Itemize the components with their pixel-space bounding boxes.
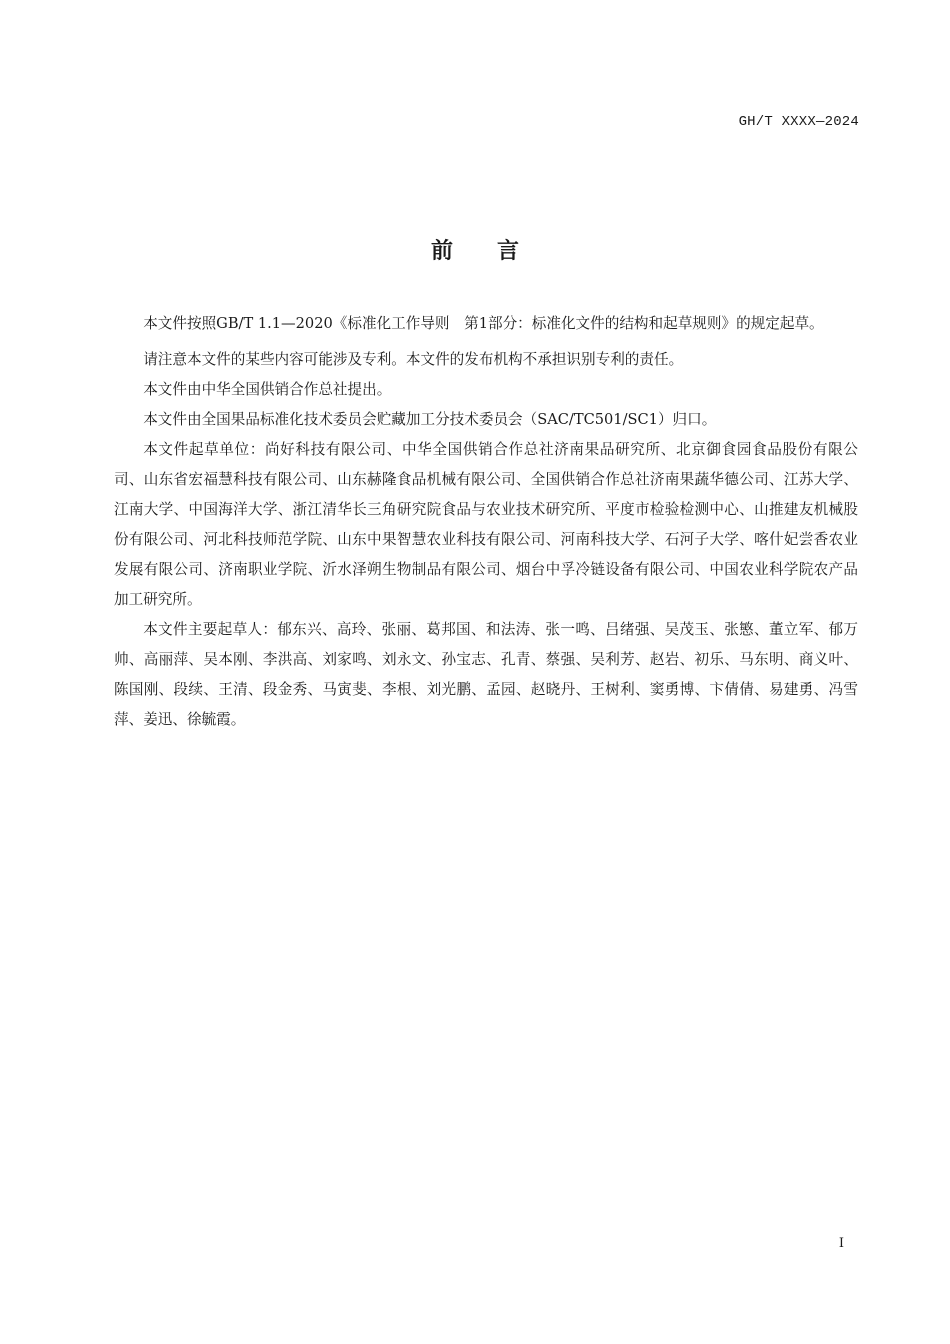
paragraph-proposer: 本文件由中华全国供销合作总社提出。 [143,381,392,398]
standard-number: GH/T XXXX—2024 [738,114,859,130]
paragraph-drafters: 本文件主要起草人：郁东兴、高玲、张丽、葛邦国、和法涛、张一鸣、吕绪强、吴茂玉、张慜、董立军、郁万帅、高丽萍、吴本刚、李洪高、刘家鸣、刘永文、孙宝志、孔青、蔡强、吴利芳、赵岩、初乐、马东明、商义叶、陈国刚、段续、王清、段金秀、马寅斐、李根、刘光鹏、孟园、赵晓丹、王树利、窦勇博、卞倩倩、易建勇、冯雪萍、姜迅、徐毓霞。 [114,621,858,728]
paragraph-drafting-units: 本文件起草单位：尚好科技有限公司、中华全国供销合作总社济南果品研究所、北京御食园食品股份有限公司、山东省宏福慧科技有限公司、山东赫隆食品机械有限公司、全国供销合作总社济南果蔬华德公司、江苏大学、江南大学、中国海洋大学、浙江清华长三角研究院食品与农业技术研究所、平度市检验检测中心、山推建友机械股份有限公司、河北科技师范学院、山东中果智慧农业科技有限公司、河南科技大学、石河子大学、喀什妃尝香农业发展有限公司、济南职业学院、沂水泽朔生物制品有限公司、烟台中孚冷链设备有限公司、中国农业科学院农产品加工研究所。 [114,441,858,608]
page-title: 前言 [430,239,563,264]
paragraph-committee: 本文件由全国果品标准化技术委员会贮藏加工分技术委员会（SAC/TC501/SC1）归口。 [143,411,717,428]
paragraph-patent-notice: 请注意本文件的某些内容可能涉及专利。本文件的发布机构不承担识别专利的责任。 [143,351,684,368]
paragraph-drafting-rules: 本文件按照GB/T 1.1—2020《标准化工作导则 第1部分：标准化文件的结构和起草规则》的规定起草。 [143,315,824,332]
foreword-body [114,312,858,735]
page-number: I [838,1236,844,1251]
